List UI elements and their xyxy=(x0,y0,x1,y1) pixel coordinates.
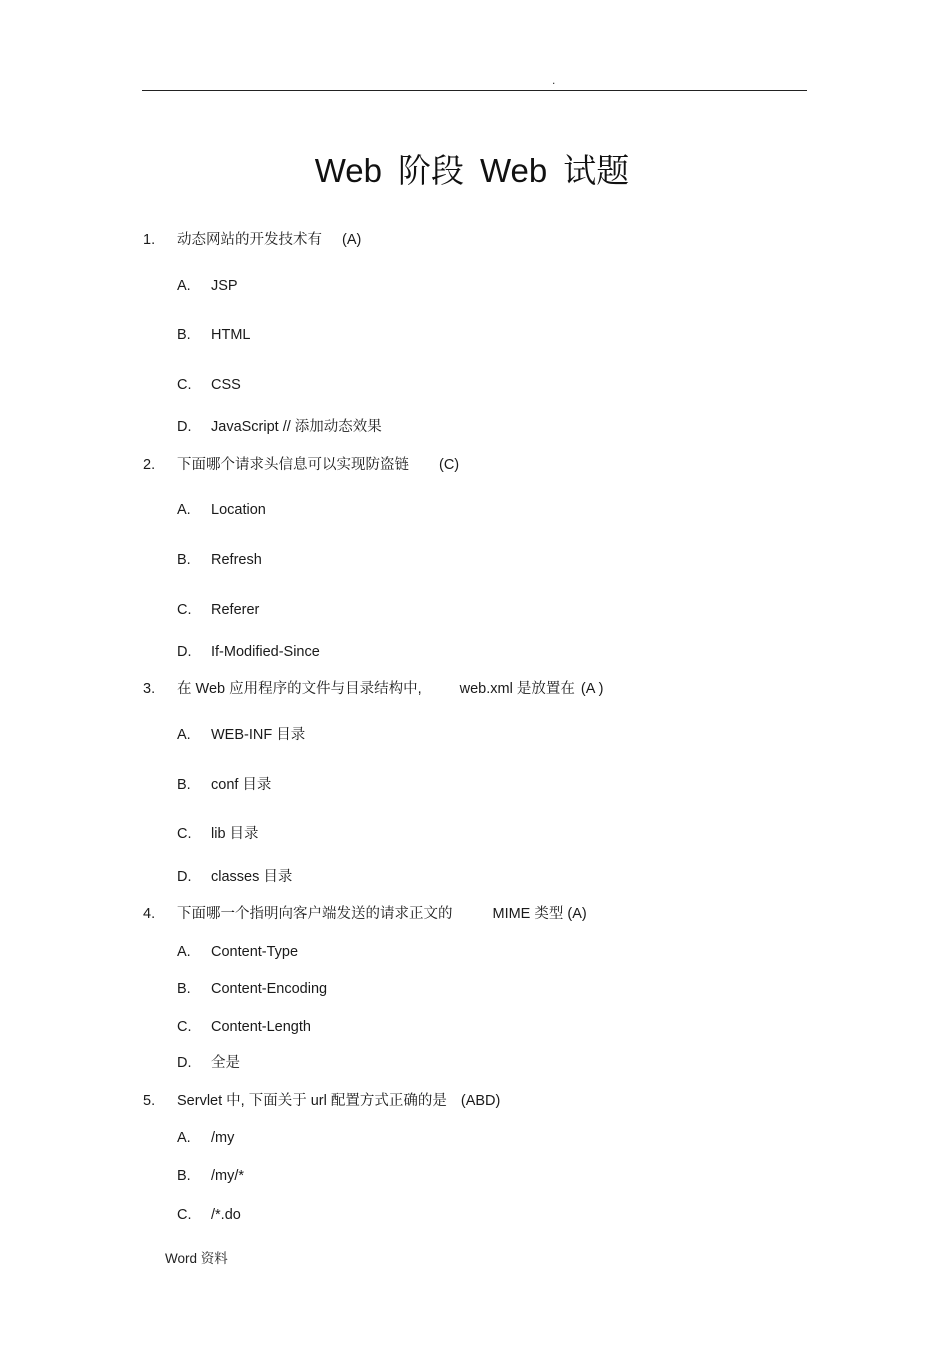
option-text: 全是 xyxy=(211,1055,240,1071)
option-text: WEB-INF 目录 xyxy=(211,727,306,743)
option-text: Referer xyxy=(211,602,260,618)
header-dot: . xyxy=(552,73,556,87)
option-label: A. xyxy=(177,944,191,960)
option-label: D. xyxy=(177,869,192,885)
question-text-part-1: 在 Web 应用程序的文件与目录结构中, xyxy=(177,681,422,697)
option-label: C. xyxy=(177,1207,192,1223)
option-text: /my xyxy=(211,1130,235,1146)
question-text: Servlet 中, 下面关于 url 配置方式正确的是 xyxy=(177,1093,447,1109)
option-text: /*.do xyxy=(211,1207,241,1223)
option-label: A. xyxy=(177,727,191,743)
option-label: C. xyxy=(177,1019,192,1035)
option-label: B. xyxy=(177,981,191,997)
option-5a xyxy=(177,1129,234,1147)
question-number: 4. xyxy=(143,906,156,922)
option-5b xyxy=(177,1167,244,1185)
option-text: /my/* xyxy=(211,1168,245,1184)
question-answer: (A) xyxy=(342,232,362,248)
option-text: Location xyxy=(211,502,266,518)
option-label: C. xyxy=(177,602,192,618)
option-text: JavaScript // 添加动态效果 xyxy=(211,419,382,435)
option-1d xyxy=(177,418,382,436)
question-text: 下面哪个请求头信息可以实现防盗链 xyxy=(177,457,409,473)
option-5c xyxy=(177,1206,241,1224)
option-text: Content-Length xyxy=(211,1019,311,1035)
option-label: A. xyxy=(177,1130,191,1146)
option-text: lib 目录 xyxy=(211,826,259,842)
option-label: D. xyxy=(177,644,192,660)
title-word-1: Web xyxy=(314,152,382,189)
question-text-part-2: MIME 类型 xyxy=(492,906,564,922)
option-3a xyxy=(177,726,305,744)
option-label: A. xyxy=(177,278,191,294)
option-text: CSS xyxy=(211,377,241,393)
question-number: 2. xyxy=(143,457,156,473)
option-1b xyxy=(177,326,250,344)
option-label: B. xyxy=(177,327,191,343)
question-answer: (ABD) xyxy=(460,1093,501,1109)
option-label: A. xyxy=(177,502,191,518)
question-number: 1. xyxy=(143,232,156,248)
header-rule xyxy=(142,90,807,91)
title-word-3: Web xyxy=(480,152,548,189)
option-3c xyxy=(177,825,259,843)
question-5 xyxy=(143,1092,500,1110)
option-2a xyxy=(177,501,266,519)
option-text: conf 目录 xyxy=(211,777,272,793)
option-text: Refresh xyxy=(211,552,262,568)
question-text: 动态网站的开发技术有 xyxy=(177,232,322,248)
option-label: D. xyxy=(177,419,192,435)
option-label: B. xyxy=(177,552,191,568)
option-text: HTML xyxy=(211,327,251,343)
option-text: classes 目录 xyxy=(211,869,293,885)
question-answer: (A) xyxy=(567,906,587,922)
option-text: If-Modified-Since xyxy=(211,644,320,660)
option-4d xyxy=(177,1054,240,1072)
question-number: 5. xyxy=(143,1093,156,1109)
footer-text: Word 资料 xyxy=(165,1251,228,1266)
question-3 xyxy=(143,680,603,698)
page-title xyxy=(0,150,944,192)
option-2d xyxy=(177,643,320,661)
option-text: Content-Encoding xyxy=(211,981,328,997)
question-number: 3. xyxy=(143,681,156,697)
option-4b xyxy=(177,980,327,998)
option-label: C. xyxy=(177,377,192,393)
title-word-4: 试题 xyxy=(563,152,630,189)
option-text: JSP xyxy=(211,278,238,294)
question-answer: (C) xyxy=(439,457,460,473)
question-text-part-1: 下面哪一个指明向客户端发送的请求正文的 xyxy=(177,906,453,922)
title-word-2: 阶段 xyxy=(398,152,464,189)
question-text-part-2: web.xml 是放置在 xyxy=(459,681,575,697)
option-label: B. xyxy=(177,1168,191,1184)
option-label: B. xyxy=(177,777,191,793)
option-label: C. xyxy=(177,826,192,842)
question-1 xyxy=(143,231,361,249)
option-text: Content-Type xyxy=(211,944,299,960)
option-4a xyxy=(177,943,298,961)
option-2b xyxy=(177,551,262,569)
option-1a xyxy=(177,277,238,295)
option-1c xyxy=(177,376,241,394)
option-2c xyxy=(177,601,259,619)
question-2 xyxy=(143,456,459,474)
option-4c xyxy=(177,1018,311,1036)
option-3d xyxy=(177,868,292,886)
question-answer: (A ) xyxy=(580,681,604,697)
option-label: D. xyxy=(177,1055,192,1071)
option-3b xyxy=(177,776,271,794)
question-4 xyxy=(143,905,587,923)
